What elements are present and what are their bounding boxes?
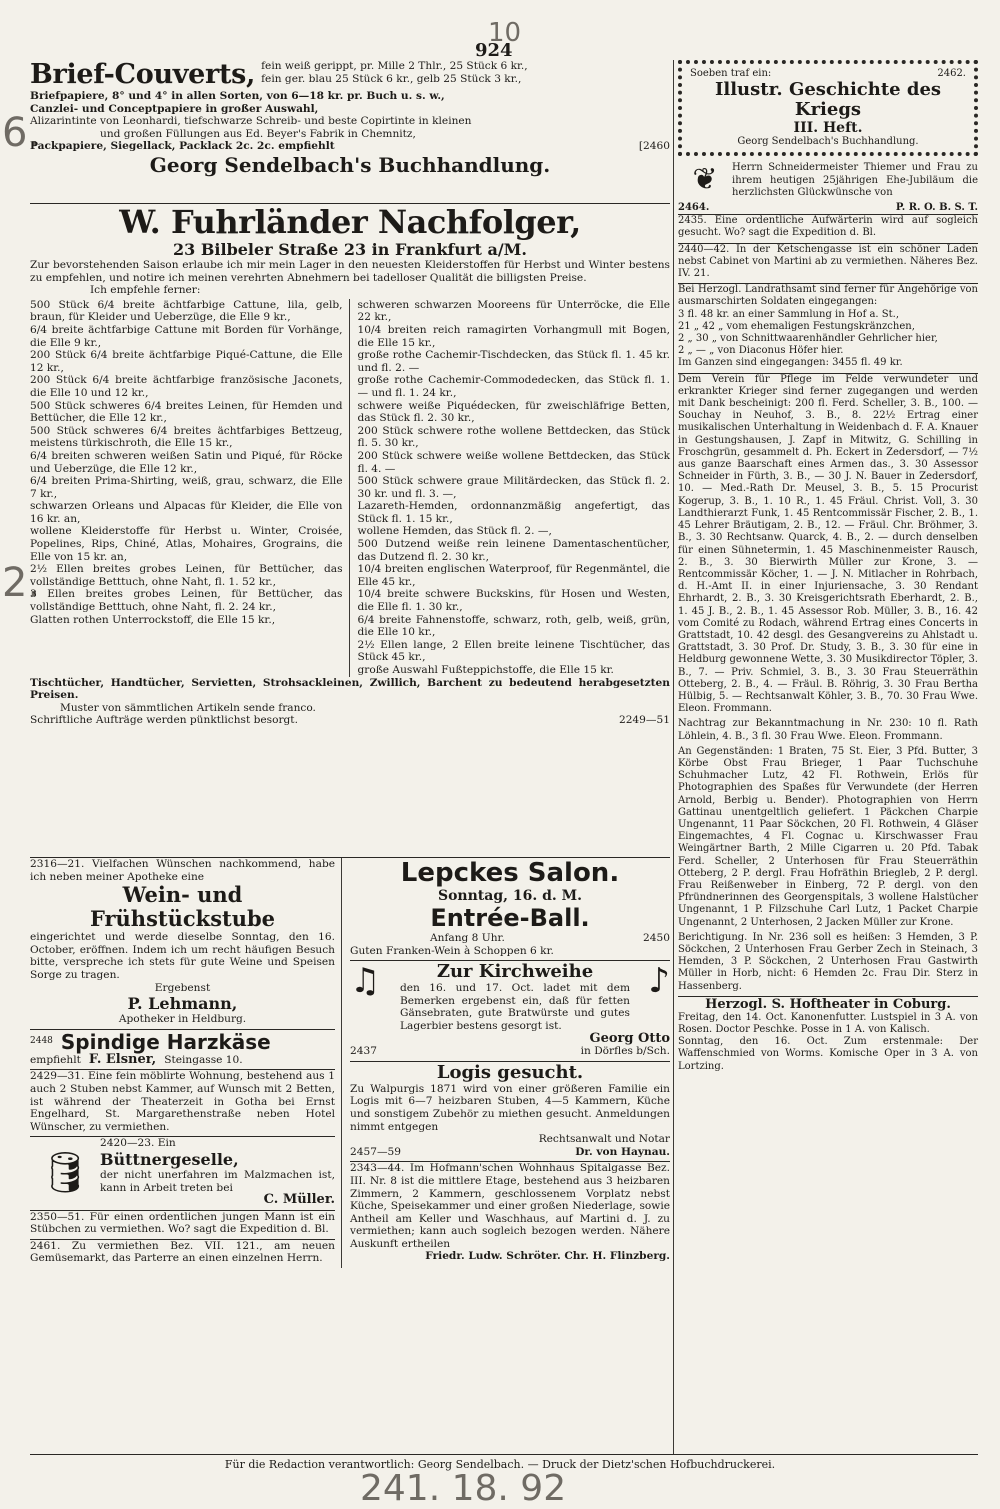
ad-closing: Tischtücher, Handtücher, Servietten, Strohsackleinen, Zwillich, Barchent zu bedeutend herabgesetzten Preisen. [30,676,670,702]
ad-line: Alizarintinte von Leonhardi, tiefschwarze Schreib- und beste Copirtinte in kleinen [30,115,472,128]
fuhr-left-list [30,299,350,677]
ad-ref: 2420—23. Ein [100,1137,176,1150]
ad-intro: Zur bevorstehenden Saison erlaube ich mir mein Lager in den neuesten Kleiderstoffen für Herbst und Winter bestens zu empfehlen, und notire ich meinen verehrten Abnehmern bei tadelloser Qualität die billigsten Preise. [30,259,670,284]
list-item: 6/4 breiten Prima-Shirting, weiß, grau, schwarz, die Elle 7 kr., [30,475,343,500]
ad-heading: Lepckes Salon. [400,858,620,888]
list-item: 200 Stück schwere weiße wollene Bettdecken, das Stück fl. 4. — [357,449,670,475]
list-item: 10/4 breiten reich ramagirten Vorhangmull mit Bogen, die Elle 15 kr., [357,323,670,349]
ad-name: Georg Otto [589,1030,670,1046]
ad-firm: Georg Sendelbach's Buchhandlung. [149,152,551,177]
ad-name: Dr. von Haynau. [575,1145,670,1158]
ad-ref: 2457—59 [350,1145,402,1158]
ad-kirchweihe [350,961,670,1058]
ad-ref: 2316—21. [30,858,85,870]
list-item: 3 Ellen breites grobes Leinen, für Bettücher, das vollständige Betttuch, ohne Naht, fl. 2. 24 kr., [30,588,343,614]
ad-ref: 2464. [678,202,710,214]
list-item: 500 Stück schweres 6/4 breites Leinen, für Hemden und Bettücher, die Elle 12 kr., [30,399,343,425]
list-item: 2 „ — „ von Diaconus Höfer hier. [678,345,844,357]
ad-theater [678,997,978,1073]
handwritten-left-mark: 6. [2,110,41,156]
list-item: Lazareth-Hemden, ordonnanzmäßig angefertigt, das Stück fl. 1. 15 kr., [357,500,670,525]
list-item: 10/4 breiten englischen Waterproof, für Regenmäntel, die Elle 45 kr., [357,563,670,588]
list-item: große rothe Cachemir-Commodedecken, das Stück fl. 1. — und fl. 1. 24 kr., [357,374,670,399]
ad-text: Bei Herzogl. Landrathsamt sind ferner für Angehörige von ausmarschirten Soldaten eingegangen: [678,284,978,308]
ad-name: P. Lehmann, [127,994,238,1014]
ad-hofmann [350,1162,670,1263]
ad-landrath [678,284,978,369]
ad-name: C. Müller. [263,1192,335,1208]
ad-berichtigung: Berichtigung. In Nr. 236 soll es heißen: 3 Hemden, 3 P. Söckchen, 2 Unterhosen Frau Gerber Zech in Steinach, 3 Hemden, 3 P. Söckchen, 2 Unterhosen Frau Gastwirth Müller in Horb, nicht: 6 Hemden 2c. Frau Dir. Sterz in Hassenberg. [678,931,978,992]
handwritten-top-mark: 10 [488,18,522,48]
ad-logis [350,1062,670,1159]
handwritten-bottom-mark: 241. 18. 92 [360,1468,567,1509]
list-item: 6/4 breiten schweren weißen Satin und Piqué, für Röcke und Ueberzüge, die Elle 12 kr., [30,449,343,475]
ad-aufwaerterin: 2435. Eine ordentliche Aufwärterin wird auf sogleich gesucht. Wo? sagt die Expedition d. Bl. [678,215,978,239]
ad-verein: Dem Verein für Pflege im Felde verwundeter und erkrankter Krieger sind ferner zugegangen und werden mit Dank bescheinigt: 200 fl. Ferd. Scheller, 3. B., 100. — Souchay in Neuhof, 3. B., 8. 22½ Ertrag einer musikalischen Unterhaltung in Weidenbach d. F. A. Knauer in Gestungshausen, J. Zapf in Mitwitz, G. Schilling in Froschgrün, gesammelt d. Ph. Eckert in Zedersdorf, — 7½ aus ganze Baarschaft eines Armen das., 3. 30 Assessor Schneider in Fürth, 3. B., — 30 J. N. Bauer in Zedersdorf, 10. — Med.-Rath Dr. Meusel, 3. B., 5. 15 Procurist Kogerup, 3. B., 1. 10 R., 1. 45 Fräul. Christ. Voll, 3. 30 Landthierarzt Funk, 1. 45 Rentcommissär Fischer, 2. B., 1. 45 Lehrer Bräutigam, 2. B., 12. — Fräul. Chr. Bröhmer, 3. B., 3. 30 Rechtsanw. Quarck, 4. B., 2. — durch denselben für einen Sühnetermin, 1. 45 Maschinenmeister Rausch, 2. B., 3. 30 Bierwirth Müller zur Krone, 3. — Rentcommissär Köcher, 1. — J. N. Mitlacher in Rohrbach, d. H.-Amt II. in einer Injuriensache, 3. 30 Rendant Ehrhardt, 2. B., 3. 30 Kreisgerichtsrath Eberhardt, 2. B., 1. 45 J. B., 2. B., 1. 45 Assessor Rob. Müller, 3. B., 16. 42 vom Comité zu Rodach, während Ertrag eines Concerts in Grattstadt, 10. 42 desgl. des Gesangvereins zu Ahlstadt u. Grattstadt, 3. 30 Prof. Dr. Study, 3. B., 3. 30 für eine in Heldburg gewonnene Wette, 3. 30 Musikdirector Töpler, 3. B., 7. — Priv. Schmiel, 3. B., 3. 30 Frau Steuerräthin Otteberg, 2. B., 4. — Fräul. B. Röhrig, 3. 30 Frau Bertha Hülbig, 5. — Rechtsanwalt Köhler, 3. B., 70. 30 Frau Wwe. Eleon. Frommann. [678,373,978,715]
list-item: 6/4 breite ächtfarbige Cattune mit Borden für Vorhänge, die Elle 9 kr., [30,323,343,349]
ad-line: Guten Franken-Wein à Schoppen 6 kr. [350,944,554,957]
ad-name: Friedr. Ludw. Schröter. Chr. H. Flinzberg. [425,1250,670,1263]
list-item: große Auswahl Fußteppichstoffe, die Elle 15 kr. [357,664,614,676]
footer-imprint: Für die Redaction verantwortlich: Georg Sendelbach. — Druck der Dietz'schen Hofbuchdruckerei. [224,1458,776,1471]
ad-line: Muster von sämmtlichen Artikeln sende franco. [60,701,316,714]
ad-text: 2343—44. Im Hofmann'schen Wohnhaus Spitalgasse Bez. III. Nr. 8 ist die mittlere Etage, bestehend aus 3 heizbaren Zimmern, 2 Kammern, geschlossenem Vorplatz nebst Küche, Speisekammer und einer großen Niederlage, sowie Antheil am Keller und Waschhaus, auf Martini d. J. zu vermiethen; kann auch sogleich bezogen werden. Nähere Auskunft ertheilen [350,1162,670,1250]
ad-heading: Brief-Couverts, [30,59,256,90]
ad-ref: 2462. [937,68,966,79]
ad-thiemer [678,162,978,199]
list-item: schwarzen Orleans und Alpacas für Kleider, die Elle von 16 kr. an, [30,500,343,525]
ad-heading: Büttnergeselle, [100,1149,239,1169]
list-item: 2½ Ellen lange, 2 Ellen breite leinene Tischtücher, das Stück 45 kr., [357,638,670,664]
ad-stuebchen: 2350—51. Für einen ordentlichen jungen Mann ist ein Stübchen zu vermiethen. Wo? sagt die Expedition d. Bl. [30,1210,335,1236]
ad-line: III. Heft. [793,120,863,137]
ad-line: Anfang 8 Uhr. [430,932,505,944]
ad-lepcke [350,858,670,957]
ad-text: Herrn Schneidermeister Thiemer und Frau zu ihrem heutigen 25jährigen Ehe-Jubiläum die herzlichsten Glückwünsche von [732,162,978,198]
ad-lehmann [30,858,335,1026]
ad-name: P. R. O. B. S. T. [895,202,978,214]
list-item: 21 „ 42 „ vom ehemaligen Festungskränzchen, [678,320,915,332]
ad-line: Canzlei- und Conceptpapiere in großer Auswahl, [30,102,319,115]
ad-text: Freitag, den 14. Oct. Kanonenfutter. Lustspiel in 3 A. von Rosen. Doctor Peschke. Posse in 1 A. von Kalisch. [678,1011,978,1036]
ad-ref: 2249—51 [618,714,670,727]
ad-heading: Logis gesucht. [436,1061,584,1083]
ad-line: Schriftliche Aufträge werden pünktlichst besorgt. [30,714,298,727]
ad-ref: 2437 [350,1045,377,1058]
ad-line: Ergebenst [154,981,211,994]
footer-rule [30,1454,978,1455]
ad-fuhrlaender [30,204,670,854]
ad-text: Sonntag, den 16. Oct. Zum erstenmale: Der Waffenschmied von Worms. Komische Oper in 3 A. von Lortzing. [678,1036,978,1072]
ad-kriegs-box [678,60,978,156]
dancer-icon: ♪ [648,961,670,1002]
ad-laden: 2440—42. In der Ketschengasse ist ein schöner Laden nebst Cabinet von Martini ab zu vermiethen. Näheres Bez. IV. 21. [678,243,978,280]
ad-parterre: 2461. Zu vermiethen Bez. VII. 121., am neuen Gemüsemarkt, das Parterre an einen einzelnen Herrn. [30,1239,335,1265]
ad-text: den 16. und 17. Oct. ladet mit dem Bemerken ergebenst ein, daß für fetten Gänsebraten, gute Bratwürste und gutes Lagerbier bestens gesorgt ist. [400,982,630,1032]
ad-line: Ich empfehle ferner: [90,284,201,297]
ad-line: in Dörfles b/Sch. [580,1045,670,1058]
list-item: 500 Stück schwere graue Militärdecken, das Stück fl. 2. 30 kr. und fl. 3. —, [357,475,670,500]
ad-ref: 2450 [643,932,670,944]
ad-line: Rechtsanwalt und Notar [538,1133,670,1146]
barrel-icon: 🛢 [39,1149,91,1196]
list-item: 200 Stück 6/4 breite ächtfarbige französische Jaconets, die Elle 10 und 12 kr., [30,374,343,399]
ad-line: Sonntag, 16. d. M. [437,888,583,904]
musician-icon: ♫ [350,961,381,1002]
ad-text: eingerichtet und werde dieselbe Sonntag, den 16. October, eröffnen. Indem ich um recht häufigen Besuch bitte, verspreche ich stets für gute Weine und Speisen Sorge zu tragen. [30,931,335,981]
ad-text: Zu Walpurgis 1871 wird von einer größeren Familie ein Logis mit 6—7 heizbaren Stuben, 4—5 Kammern, Küche und sonstigem Zubehör zu miethen gesucht. Anmeldungen nimmt entgegen [350,1082,670,1133]
left-column [30,60,670,1268]
ad-ref: 2448 [30,1036,53,1047]
column-divider [673,60,674,1455]
list-item: Glatten rothen Unterrockstoff, die Elle 15 kr., [30,613,276,626]
ad-line: empfiehlt [30,1053,81,1066]
ad-total: Im Ganzen sind eingegangen: 3455 fl. 49 kr. [678,357,903,369]
list-item: wollene Hemden, das Stück fl. 2. —, [357,525,552,538]
list-item: 500 Dutzend weiße rein leinene Damentaschentücher, das Dutzend fl. 2. 30 kr., [357,538,670,563]
ad-text: der nicht unerfahren im Malzmachen ist, kann in Arbeit treten bei [100,1168,335,1194]
ad-address: 23 Bilbeler Straße 23 in Frankfurt a/M. [173,240,527,259]
page-number: 924 [475,40,513,61]
ad-heading: Wein- und Frühstückstube [89,882,276,932]
list-item: wollene Kleiderstoffe für Herbst u. Winter, Croisée, Popelines, Rips, Chiné, Atlas, Mohaires, Grograins, die Elle von 15 kr. an, [30,525,343,563]
ad-heading: Zur Kirchweihe [436,961,594,983]
ad-heading: Illustr. Geschichte des Kriegs [714,79,942,121]
ad-line: Steingasse 10. [164,1053,243,1066]
lower-left-subcolumn [30,858,342,1268]
lower-right-subcolumn [350,858,670,1268]
ad-line: fein weiß gerippt, pr. Mille 2 Thlr., 25 Stück 6 kr., [261,60,528,72]
list-item: schwere weiße Piquédecken, für zweischläfrige Betten, das Stück fl. 2. 30 kr., [357,399,670,425]
ad-heading: Herzogl. S. Hoftheater in Coburg. [705,996,951,1012]
ad-ref: [2460 [638,140,670,153]
list-item: 3 fl. 48 kr. an einer Sammlung in Hof a. St., [678,308,900,320]
fuhr-right-list [358,299,671,677]
ad-wohnung: 2429—31. Eine fein möblirte Wohnung, bestehend aus 1 auch 2 Stuben nebst Kammer, auf Wunsch mit 2 Betten, ist während der Theaterzeit in Gotha bei Ernst Engelhard, St. Margarethenstraße neben Hotel Wünscher, zu vermiethen. [30,1070,335,1133]
donation-list [678,309,978,358]
list-item: 2 „ 30 „ von Schnittwaarenhändler Gehrlicher hier, [678,333,938,345]
list-item: 200 Stück 6/4 breite ächtfarbige Piqué-Cattune, die Elle 12 kr., [30,349,343,374]
ad-harzkaese [30,1030,335,1067]
ad-brief-couverts [30,60,670,200]
ad-nachtrag: Nachtrag zur Bekanntmachung in Nr. 230: 10 fl. Rath Löhlein, 4. B., 3 fl. 30 Frau Wwe. Eleon. Frommann. [678,718,978,742]
ad-line: Apotheker in Heldburg. [118,1013,247,1026]
ad-heading: W. Fuhrländer Nachfolger, [119,203,581,241]
ad-line: fein ger. blau 25 Stück 6 kr., gelb 25 Stück 3 kr., [261,72,522,85]
ad-thiemer-sign-row [678,202,978,214]
ad-line: Packpapiere, Siegellack, Packlack 2c. 2c. empfiehlt [30,140,335,153]
ad-line: Soeben traf ein: [690,68,772,79]
list-item: große rothe Cachemir-Tischdecken, das Stück fl. 1. 45 kr. und fl. 2. — [357,349,670,374]
ad-heading: Spindige Harzkäse [60,1029,271,1054]
list-item: 200 Stück schwere rothe wollene Bettdecken, das Stück fl. 5. 30 kr., [357,424,670,450]
list-item: 500 Stück 6/4 breite ächtfarbige Cattune, lila, gelb, braun, für Kleider und Ueberzüge, die Elle 9 kr., [30,298,343,324]
flowerpot-icon: ❦ [692,162,718,198]
handwritten-left-mark-2: 2. [2,560,41,606]
ad-gegenstaende: An Gegenständen: 1 Braten, 75 St. Eier, 3 Pfd. Butter, 3 Körbe Obst Frau Brieger, 1 Paar Tuchschuhe Schuhmacher Lutz, 42 Fl. Rothwein, Erlös für Photographien des Spaßes für Verwundete (der Herren Arnold, Berbig u. Bender). Photographien von Herrn Gattinau unentgeltlich geliefert. 1 Päckchen Charpie Ungenannt, 11 Paar Söckchen, 20 Fl. Rothwein, 4 Gläser Eingemachtes, 4 Fl. Cognac u. Kirschwasser Frau Weingärtner Barth, 2 Mille Cigarren u. 20 Pfd. Tabak Ferd. Scheller, 2 Unterhosen für Frau Steuerräthin Otteberg, 2 P. dergl. Frau Hofräthin Briegleb, 2 P. dergl. Frau Reißenweber in Einberg, 72 P. dergl. von den Pfründnerinnen des Georgenspitals, 3 wollene Halstücher Ungenannt, 1 P. Filzschuhe Carl Lutz, 1 Packet Charpie Ungenannt, 2 Unterhosen, 2 Jacken Müller zur Krone. [678,745,978,928]
ad-firm: F. Elsner, [88,1051,157,1067]
ad-heading: Entrée-Ball. [430,904,590,932]
list-item: 6/4 breite Fahnenstoffe, schwarz, roth, gelb, weiß, grün, die Elle 10 kr., [357,613,670,639]
list-item: schweren schwarzen Mooreens für Unterröcke, die Elle 22 kr., [357,298,670,324]
ad-line: Vielfachen Wünschen nachkommend, habe ich neben meiner Apotheke eine [30,858,335,883]
ad-firm: Georg Sendelbach's Buchhandlung. [737,136,919,148]
list-item: 2½ Ellen breites grobes Leinen, für Bettücher, das vollständige Betttuch, ohne Naht, fl. 1. 52 kr., [30,563,343,588]
ad-buettner [30,1137,335,1206]
list-item: 500 Stück schweres 6/4 breites ächtfarbiges Bettzeug, meistens türkischroth, die Elle 15 kr., [30,424,343,450]
right-column [678,60,978,1076]
list-item: 10/4 breite schwere Buckskins, für Hosen und Westen, die Elle fl. 1. 30 kr., [357,588,670,614]
ad-line: Briefpapiere, 8° und 4° in allen Sorten, von 6—18 kr. pr. Buch u. s. w., [30,90,445,102]
ad-line: und großen Füllungen aus Ed. Beyer's Fabrik in Chemnitz, [100,127,416,140]
